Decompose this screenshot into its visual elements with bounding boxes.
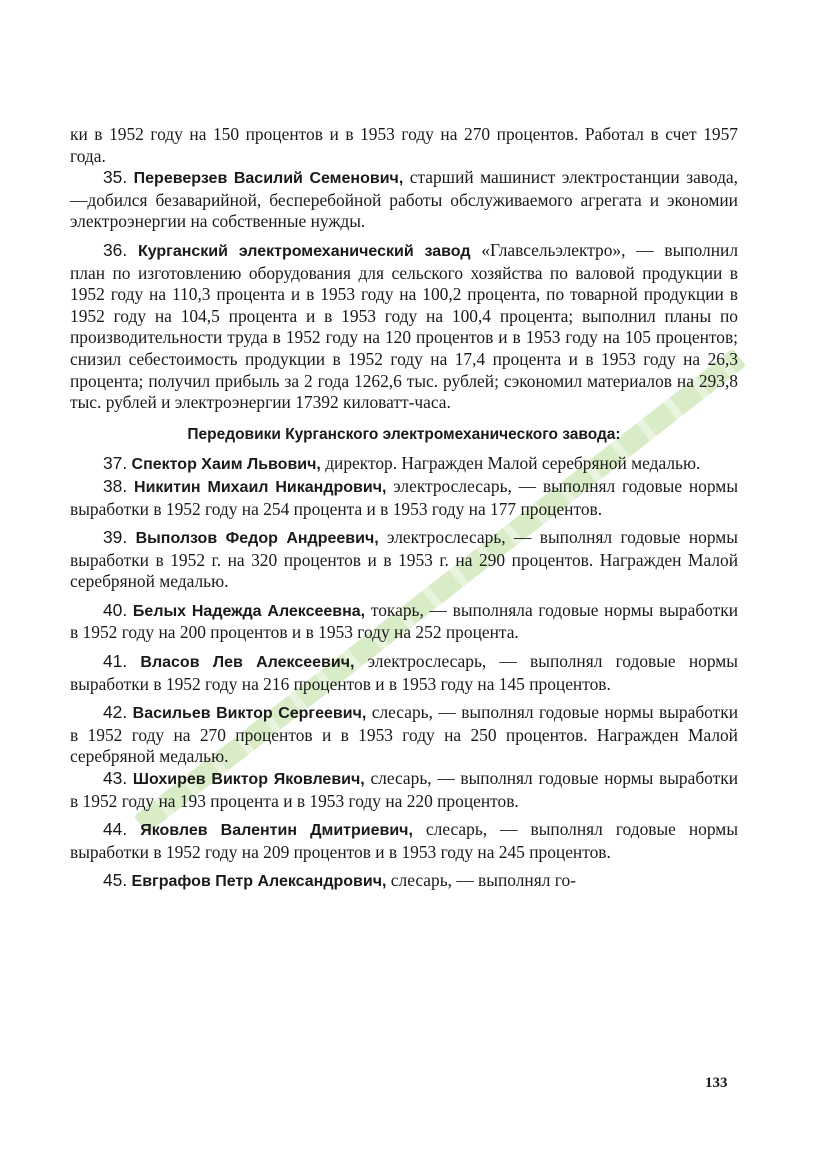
entry-text: электрослесарь, — выполнял годовые нормы выработки в 1952 г. на 320 процентов и в 1953 г. на 290 процентов. Награжден Малой серебряной медалью.	[70, 527, 738, 592]
entry-text: электрослесарь, — выполнял годовые нормы выработки в 1952 году на 254 процента и в 1953 году на 177 процентов.	[70, 475, 738, 519]
entry-name: Курганский электромеханический завод	[137, 242, 471, 260]
entry-number: 38.	[103, 475, 128, 496]
entry-name: Спектор Хаим Львович,	[131, 456, 321, 474]
entry-name: Белых Надежда Алексеевна,	[132, 602, 366, 620]
entry-number: 44.	[103, 819, 128, 840]
entry-text: старший машинист электростанции завода,—добился безаварийной, бесперебойной работы обслуживаемого агрегата и экономии электроэнергии на собственные нужды.	[70, 167, 738, 232]
entry-number: 39.	[103, 527, 128, 548]
entry-name: Яковлев Валентин Дмитриевич,	[140, 822, 413, 840]
section-heading: Передовики Курганского электромеханического завода:	[187, 425, 621, 443]
body-text	[70, 124, 738, 893]
entry-name: Евграфов Петр Александрович,	[131, 873, 387, 891]
entry-44	[70, 819, 738, 863]
entry-37	[70, 453, 738, 476]
entry-41	[70, 651, 738, 695]
entry-name: Выползов Федор Андреевич,	[135, 530, 379, 548]
entry-name: Васильев Виктор Сергеевич,	[132, 705, 367, 723]
entry-number: 41.	[103, 651, 128, 672]
entry-number: 40.	[103, 599, 128, 620]
entry-40	[70, 600, 738, 644]
entry-text: слесарь, — выполнял годовые нормы выработки в 1952 году на 270 процентов и в 1953 году на 250 процентов. Награжден Малой серебряной медалью.	[70, 702, 738, 767]
entry-38	[70, 476, 738, 520]
entry-number: 37.	[103, 453, 128, 474]
entry-number: 45.	[103, 870, 128, 891]
page-number: 133	[705, 1075, 728, 1091]
entry-text: электрослесарь, — выполнял годовые нормы выработки в 1952 году на 216 процентов и в 1953 году на 145 процентов.	[70, 651, 738, 694]
entry-text: слесарь, — выполнял го-	[386, 870, 576, 891]
entry-number: 36.	[103, 239, 128, 260]
entry-name: Власов Лев Алексеевич,	[140, 654, 355, 672]
entry-text: слесарь, — выполнял годовые нормы выработки в 1952 году на 193 процента и в 1953 году на 220 процентов.	[70, 768, 739, 811]
entry-45	[70, 870, 738, 893]
entry-36	[70, 240, 738, 414]
entry-number: 35.	[103, 167, 128, 188]
entry-name: Никитин Михаил Никандрович,	[134, 478, 387, 496]
entry-number: 42.	[103, 702, 128, 723]
entry-name: Переверзев Василий Семенович,	[133, 170, 404, 188]
entry-35	[70, 167, 738, 233]
entry-text: «Главсельэлектро», — выполнил план по изготовлению оборудования для сельского хозяйства по валовой продукции в 1952 году на 110,3 процента и в 1953 году на 100,2 процента, по товарной продукции в 1952 году на 104,5 процента и в 1953 году на 100,4 процента; выполнил планы по производительности труда в 1952 году на 120 процентов и в 1953 году на 105 процентов; снизил себестоимость продукции в 1952 году на 17,4 процента и в 1953 году на 26,3 процента; получил прибыль за 2 года 1262,6 тыс. рублей; сэкономил материалов на 293,8 тыс. рублей и электроэнергии 17392 киловатт-часа.	[70, 239, 738, 413]
entry-43	[70, 768, 738, 812]
entry-text: слесарь, — выполнял годовые нормы выработки в 1952 году на 209 процентов и в 1953 году на 245 процентов.	[70, 819, 739, 862]
entry-39	[70, 527, 738, 593]
entry-number: 43.	[103, 768, 128, 789]
entry-text: директор. Награжден Малой серебряной медалью.	[320, 453, 701, 474]
entry-name: Шохирев Виктор Яковлевич,	[132, 771, 365, 789]
entry-42	[70, 702, 738, 768]
continuation-paragraph: ки в 1952 году на 150 процентов и в 1953 году на 270 процентов. Работал в счет 1957 года.	[70, 124, 738, 166]
entry-text: токарь, — выполняла годовые нормы выработки в 1952 году на 200 процентов и в 1953 году на 252 процента.	[70, 599, 738, 643]
